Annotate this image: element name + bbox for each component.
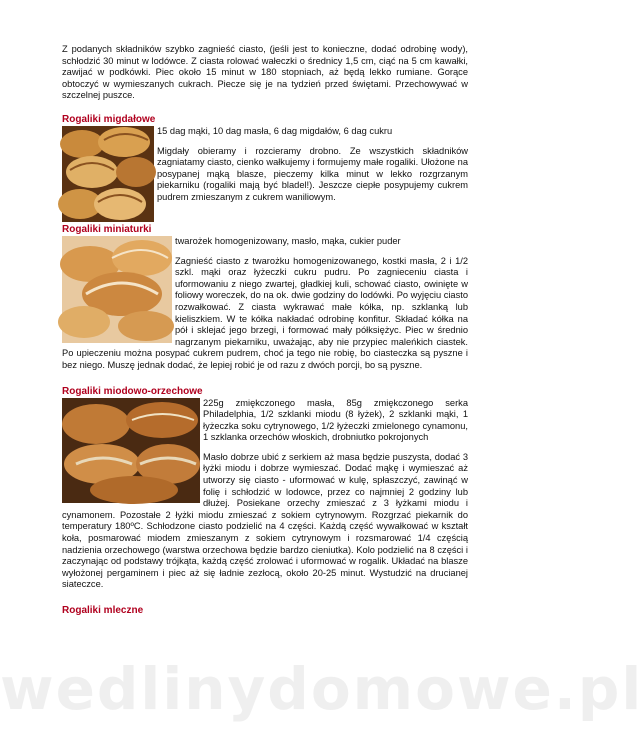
croissants-photo [62,398,200,503]
intro-paragraph: Z podanych składników szybko zagnieść ciasto, (jeśli jest to konieczne, dodać odrobinę wody), schłodzić 30 minut w lodówce. Z ciasta rolować wałeczki o średnicy 1,5 cm, ciąć na 5 cm kawałki, zawijać w podkówki. Piec około 15 minut w 180 stopniach, aż będą lekko rumiane. Gorące obtoczyć w wymieszanych cukrach. Piecze się je na tydzień przed świętami. Przechowywać w szczelnej puszce. [62,44,468,101]
ingredients-text: twarożek homogenizowany, masło, mąka, cukier puder [175,235,401,246]
instructions-text: Migdały obieramy i rozcieramy drobno. Ze wszystkich składników zagniatamy ciasto, cienko wałkujemy i formujemy małe rogaliki. Ułożone na posypanej mąką blasze, pieczemy kilka minut w lekko rozgrzanym piekarniku (rogaliki mają być bladel!). Jeszcze ciepłe posypujemy cukrem pudrem zmieszanym z cukrem waniliowym. [157,145,468,202]
recipe-title-miniaturki: Rogaliki miniaturki [62,223,152,235]
instructions-text: Masło dobrze ubić z serkiem aż masa będzie puszysta, dodać 3 łyżki miodu i dobrze wymieszać. Dodać mąkę i wymieszać aż utworzy się ciasto - uformować w kulę, spłaszczyć, zawinąć w folię i schłodzić w lodowce, przez co najmniej 2 godziny lub dłużej. Posiekane orzechy zmieszać z 3 łyżkami miodu i cynamonem. Pozostałe 2 łyżki miodu zmieszać z sokiem cytrynowym. Rozgrzać piekarnik do temperatury 180ºC. Schłodzone ciasto podzielić na 4 części. Każdą część wywałkować w kształt koła, posmarować miodem zmieszanym z sokiem cytrynowym i rozsmarować 1/4 częścią nadzienia orzechowego (warstwa orzechowa będzie bardzo cieniutka). Kolo podzielić na 8 części i zaczynając od podstawy trójkąta, każdą część zrolować i uformować w rogalik. Układać na blasze wyłożonej pergaminem i piec aż się ładnie zezłocą, około 20-25 minut. Wystudzić na drucianej siateczce. [62,451,468,590]
instructions-text: Zagnieść ciasto z twarożku homogenizowanego, kostki masła, 2 i 1/2 szkl. mąki oraz łyżeczki cukru pudru. Po zagnieceniu ciasta i uformowaniu z niego zwartej, gładkiej kuli, schować ciasto, owinięte w foliowy woreczek, do na ok. dwie godziny do lodówki. Po wyjęciu ciasto rozwałkować. Z ciasta wykrawać małe kółka, np. szklanką lub kieliszkiem. W te kółka nakładać odrobinę konfitur. Składać kółka na pół i sklejać jego brzegi, i formować mały półksiężyc. Piec w średnio nagrzanym piekarniku, uważając, aby nie przypiec maleńkich ciastek. Po upieczeniu można posypać cukrem pudrem, choć ja tego nie robię, bo ciasteczka są pyszne i bez niego. Muszę jednak dodać, że lepiej robić je od razu z dwóch porcji, bo są pyszne. [62,255,468,370]
watermark-text: wedlinydomowe.pl [0,655,643,723]
ingredients-text: 225g zmiękczonego masła, 85g zmiękczonego serka Philadelphia, 1/2 szklanki miodu (8 łyżek), 2 szklanki mąki, 1 łyżeczka soku cytrynowego, 1/2 łyżeczki zmielonego cynamonu, 1 szklanka orzechów włoskich, drobniutko pokrojonych [203,397,468,443]
recipe-title-miodowo-orzechowe: Rogaliki miodowo-orzechowe [62,385,203,397]
document-page [62,44,468,617]
recipe-title-migdalowe: Rogaliki migdałowe [62,113,156,125]
recipe-migdalowe [62,126,468,222]
recipe-title-mleczne: Rogaliki mleczne [62,605,144,616]
croissants-photo [62,236,172,343]
croissants-photo [62,126,154,222]
recipe-miodowo-orzechowe [62,398,468,592]
recipe-miniaturki [62,236,468,372]
ingredients-text: 15 dag mąki, 10 dag masła, 6 dag migdałów, 6 dag cukru [157,125,393,136]
